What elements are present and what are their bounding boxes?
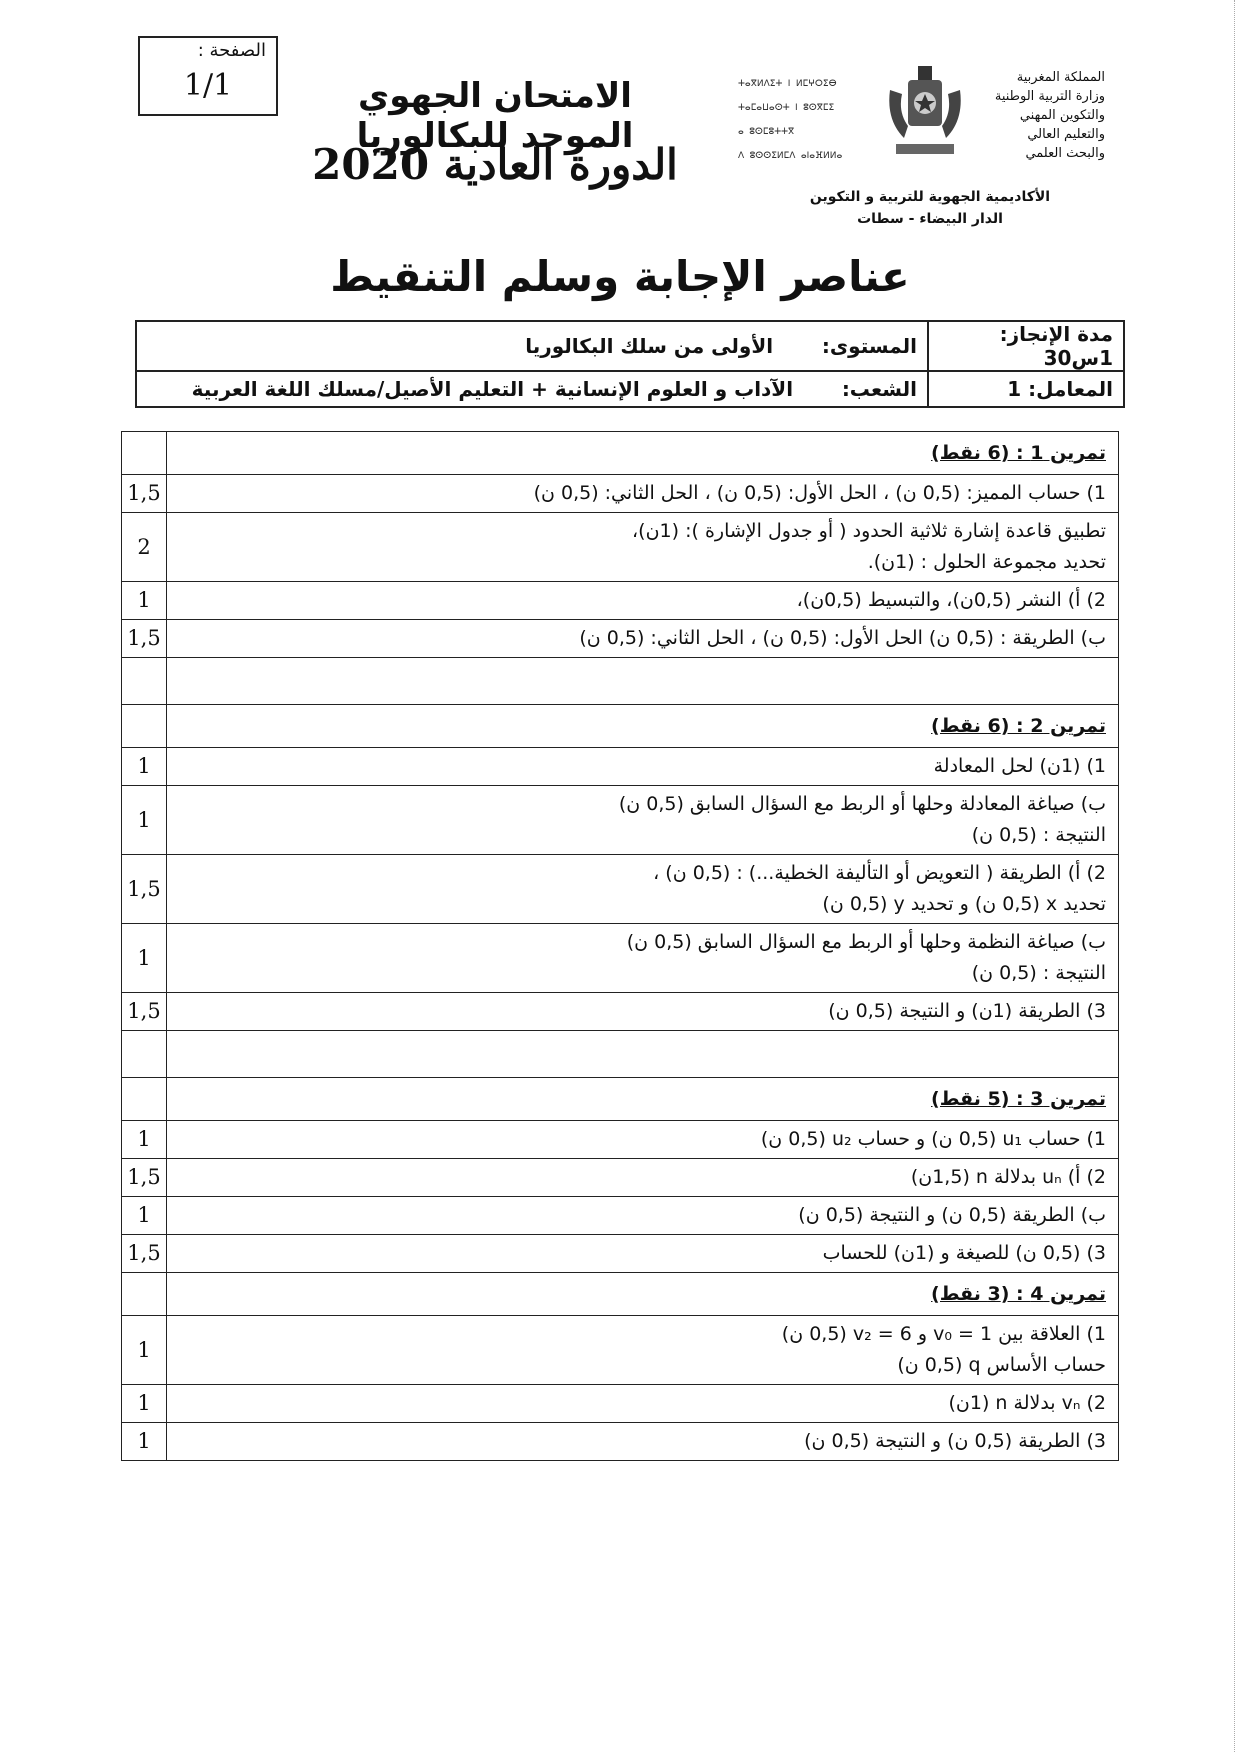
criteria-text: 1) (1ن) لحل المعادلة xyxy=(933,755,1106,777)
criteria-text: 3) الطريقة (1ن) و النتيجة (0,5 ن) xyxy=(828,1000,1106,1022)
criteria-cell xyxy=(167,855,1119,924)
criteria-cell xyxy=(167,582,1119,620)
scan-edge-marks xyxy=(1228,0,1235,1752)
criteria-text: 2) vₙ بدلالة n (1ن) xyxy=(948,1392,1106,1414)
points-cell: 1 xyxy=(122,1197,167,1235)
exercise-header-row xyxy=(122,705,1119,748)
grading-item-row xyxy=(122,855,1119,924)
points-cell: 1 xyxy=(122,1385,167,1423)
criteria-text: 2) أ) uₙ بدلالة n (1,5ن) xyxy=(910,1166,1106,1188)
grading-item-row xyxy=(122,1197,1119,1235)
exercise-header-row xyxy=(122,1273,1119,1316)
grading-item-row xyxy=(122,924,1119,993)
criteria-cell xyxy=(167,1121,1119,1159)
points-cell xyxy=(122,1031,167,1078)
content-cell xyxy=(167,1031,1119,1078)
exam-title: الامتحان الجهوي الموحد للبكالوريا xyxy=(356,76,634,156)
exercise-header-row xyxy=(122,432,1119,475)
tifinagh-ministry-block xyxy=(738,72,868,168)
criteria-cell xyxy=(167,1423,1119,1461)
exercise-header-cell xyxy=(167,432,1119,475)
grading-item-row xyxy=(122,620,1119,658)
criteria-cell xyxy=(167,1197,1119,1235)
grading-item-row xyxy=(122,1159,1119,1197)
points-cell: 1 xyxy=(122,1121,167,1159)
criteria-cell xyxy=(167,1316,1119,1385)
criteria-cell xyxy=(167,786,1119,855)
criteria-text: 1) حساب u₁ (0,5 ن) و حساب u₂ (0,5 ن) xyxy=(760,1128,1106,1150)
criteria-text-secondary: النتيجة : (0,5 ن) xyxy=(971,824,1106,846)
academy-region: الدار البيضاء - سطات xyxy=(857,211,1003,227)
criteria-cell xyxy=(167,513,1119,582)
document-title: عناصر الإجابة وسلم التنقيط xyxy=(330,252,910,301)
grading-item-row xyxy=(122,1121,1119,1159)
grading-item-row xyxy=(122,582,1119,620)
branch-value: الآداب و العلوم الإنسانية + التعليم الأصيل/مسلك اللغة العربية xyxy=(191,377,794,401)
criteria-cell xyxy=(167,1235,1119,1273)
level-label: المستوى: xyxy=(821,334,917,358)
branch-label: الشعب: xyxy=(841,377,917,401)
exercise-header-cell xyxy=(167,1078,1119,1121)
criteria-text: ب) الطريقة (0,5 ن) و النتيجة (0,5 ن) xyxy=(798,1204,1106,1226)
exercise-title: تمرين 2 : (6 نقط) xyxy=(931,714,1106,737)
exercise-header-cell xyxy=(167,705,1119,748)
exercise-title: تمرين 4 : (3 نقط) xyxy=(931,1282,1106,1305)
grading-item-row xyxy=(122,1316,1119,1385)
exercise-header-row xyxy=(122,1078,1119,1121)
criteria-cell xyxy=(167,1385,1119,1423)
points-cell: 1,5 xyxy=(122,475,167,513)
ministry-block xyxy=(985,68,1105,163)
points-cell: 1 xyxy=(122,1316,167,1385)
points-cell: 1 xyxy=(122,582,167,620)
blank-row xyxy=(122,1031,1119,1078)
exercise-title: تمرين 1 : (6 نقط) xyxy=(931,441,1106,464)
points-cell: 1,5 xyxy=(122,993,167,1031)
tifinagh-line: ⴷ ⵓⵙⵙⵉⵍⵎⴷ ⴰⵏⴰⴼⵍⵍⴰ xyxy=(738,151,843,161)
ministry-line: وزارة التربية الوطنية xyxy=(994,89,1105,104)
criteria-text: ب) صياغة المعادلة وحلها أو الربط مع السؤال السابق (0,5 ن) xyxy=(618,793,1106,815)
points-cell: 1 xyxy=(122,924,167,993)
grading-item-row xyxy=(122,1385,1119,1423)
criteria-text: ب) الطريقة : (0,5 ن) الحل الأول: (0,5 ن) ، الحل الثاني: (0,5 ن) xyxy=(579,627,1106,649)
points-cell xyxy=(122,432,167,475)
points-cell xyxy=(122,705,167,748)
page-label: الصفحة : xyxy=(197,40,266,61)
points-cell: 1,5 xyxy=(122,855,167,924)
session-title: الدورة العادية 2020 xyxy=(312,140,678,189)
points-cell xyxy=(122,1273,167,1316)
coefficient-cell: المعامل: 1 xyxy=(928,371,1124,407)
criteria-text: ب) صياغة النظمة وحلها أو الربط مع السؤال السابق (0,5 ن) xyxy=(626,931,1106,953)
points-cell xyxy=(122,1078,167,1121)
tifinagh-line: ⵜⴰⴳⵍⴷⵉⵜ ⵏ ⵍⵎⵖⵔⵉⴱ xyxy=(738,79,837,89)
exercise-header-cell xyxy=(167,1273,1119,1316)
criteria-text: 2) أ) النشر (0,5ن)، والتبسيط (0,5ن)، xyxy=(796,589,1106,611)
grading-item-row xyxy=(122,786,1119,855)
tifinagh-line: ⵜⴰⵎⴰⵡⴰⵙⵜ ⵏ ⵓⵙⴳⵎⵉ xyxy=(738,103,835,113)
level-value: الأولى من سلك البكالوريا xyxy=(525,334,774,358)
points-cell: 1 xyxy=(122,786,167,855)
ministry-line: والتعليم العالي والبحث العلمي xyxy=(1025,127,1105,161)
criteria-text-secondary: النتيجة : (0,5 ن) xyxy=(971,962,1106,984)
criteria-text-secondary: تحديد مجموعة الحلول : (1ن). xyxy=(867,551,1106,573)
criteria-cell xyxy=(167,475,1119,513)
criteria-cell xyxy=(167,924,1119,993)
criteria-text: 1) العلاقة بين v₀ = 1 و v₂ = 6 (0,5 ن) xyxy=(781,1323,1106,1345)
grading-item-row xyxy=(122,748,1119,786)
points-cell: 1,5 xyxy=(122,1235,167,1273)
criteria-text-secondary: تحديد x (0,5 ن) و تحديد y (0,5 ن) xyxy=(822,893,1106,915)
grading-table xyxy=(121,431,1119,1461)
grading-item-row xyxy=(122,475,1119,513)
academy-name: الأكاديمية الجهوية للتربية و التكوين xyxy=(809,189,1051,205)
points-cell: 2 xyxy=(122,513,167,582)
branch-cell xyxy=(136,371,928,407)
criteria-cell xyxy=(167,748,1119,786)
points-cell: 1 xyxy=(122,748,167,786)
grading-item-row xyxy=(122,1235,1119,1273)
criteria-text: 2) أ) الطريقة ( التعويض أو التأليفة الخطية...) : (0,5 ن) ، xyxy=(653,862,1106,884)
criteria-text: 3) (0,5 ن) للصيغة و (1ن) للحساب xyxy=(822,1242,1106,1264)
grading-item-row xyxy=(122,1423,1119,1461)
content-cell xyxy=(167,658,1119,705)
page-number-box xyxy=(138,36,278,116)
criteria-cell xyxy=(167,1159,1119,1197)
criteria-text-secondary: حساب الأساس q (0,5 ن) xyxy=(897,1354,1106,1376)
page-number: 1/1 xyxy=(183,68,233,103)
criteria-text: 1) حساب المميز: (0,5 ن) ، الحل الأول: (0,5 ن) ، الحل الثاني: (0,5 ن) xyxy=(533,482,1106,504)
criteria-cell xyxy=(167,620,1119,658)
kingdom-emblem-icon xyxy=(880,60,970,170)
ministry-line: المملكة المغربية xyxy=(1016,70,1105,85)
academy-block xyxy=(760,186,1100,230)
points-cell xyxy=(122,658,167,705)
blank-row xyxy=(122,658,1119,705)
grading-item-row xyxy=(122,513,1119,582)
ministry-line: والتكوين المهني xyxy=(1019,108,1105,123)
grading-item-row xyxy=(122,993,1119,1031)
points-cell: 1,5 xyxy=(122,620,167,658)
points-cell: 1 xyxy=(122,1423,167,1461)
points-cell: 1,5 xyxy=(122,1159,167,1197)
level-cell xyxy=(136,321,928,371)
criteria-text: 3) الطريقة (0,5 ن) و النتيجة (0,5 ن) xyxy=(804,1430,1106,1452)
grading-table-body xyxy=(122,432,1119,1461)
exercise-title: تمرين 3 : (5 نقط) xyxy=(931,1087,1106,1110)
duration-cell: مدة الإنجاز: 1س30 xyxy=(928,321,1124,371)
criteria-text: تطبيق قاعدة إشارة ثلاثية الحدود ( أو جدول الإشارة ): (1ن)، xyxy=(632,520,1106,542)
exam-info-table xyxy=(135,320,1125,408)
criteria-cell xyxy=(167,993,1119,1031)
tifinagh-line: ⴰ ⵓⵙⵎⵓⵜⵜⴳ xyxy=(738,127,795,137)
